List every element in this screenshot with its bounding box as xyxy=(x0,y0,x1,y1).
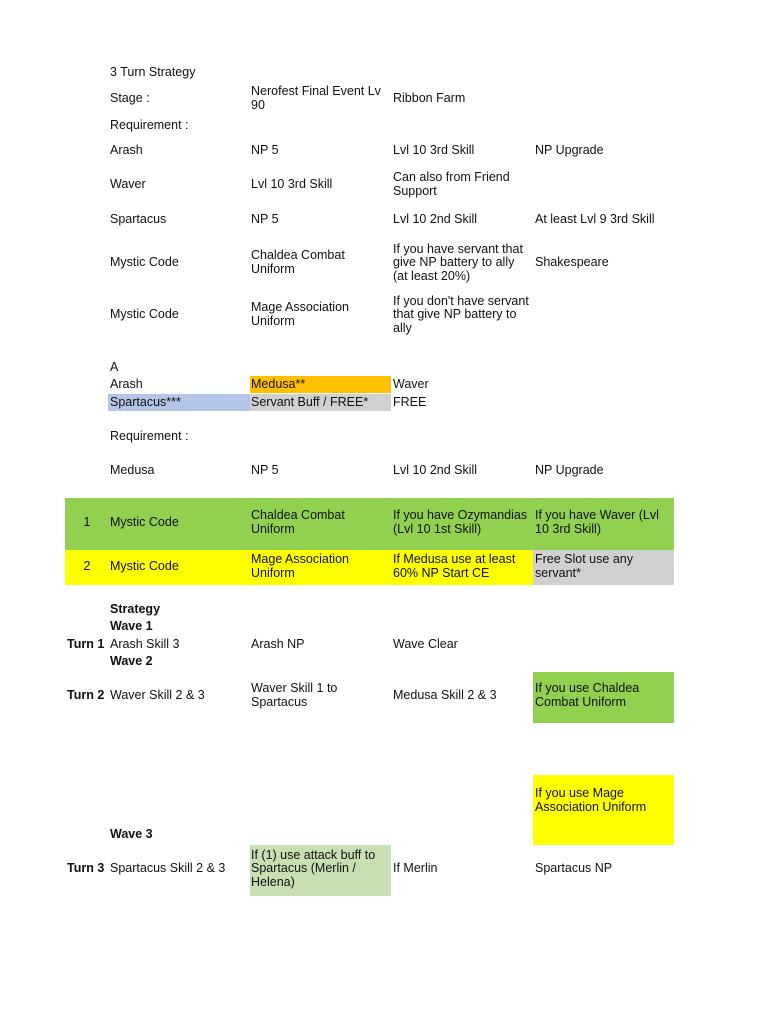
turn1-skill: Arash Skill 3 xyxy=(110,636,180,651)
req-mystic1-name: Chaldea Combat Uniform xyxy=(251,248,345,276)
party-waver: Waver xyxy=(393,376,429,391)
req-mystic2-condition: If you don't have servant that give NP battery to ally xyxy=(393,293,529,335)
turn3-spartacus-np: Spartacus NP xyxy=(535,860,613,875)
turn2-waver-skill1: Waver Skill 1 to Spartacus xyxy=(251,681,338,709)
turn2-waver-skill: Waver Skill 2 & 3 xyxy=(110,687,205,702)
mage-association-note: If you use Mage Association Uniform xyxy=(535,786,647,814)
req-waver-name: Waver xyxy=(110,176,146,191)
wave3-label: Wave 3 xyxy=(110,826,153,841)
req-spartacus-skill: Lvl 10 2nd Skill xyxy=(393,211,478,226)
req-waver-skill: Lvl 10 3rd Skill xyxy=(251,176,333,191)
turn3-attack-buff: If (1) use attack buff to Spartacus (Merlin / Helena) xyxy=(251,847,376,889)
stage-farm: Ribbon Farm xyxy=(393,90,466,105)
party-servant-buff: Servant Buff / FREE* xyxy=(251,394,369,409)
wave2-label: Wave 2 xyxy=(110,653,153,668)
req-spartacus-np: NP 5 xyxy=(251,211,279,226)
req-waver-note: Can also from Friend Support xyxy=(393,170,510,198)
option1-number: 1 xyxy=(83,514,91,529)
req-mystic2-name: Mage Association Uniform xyxy=(251,300,349,328)
turn3-label: Turn 3 xyxy=(67,860,105,875)
requirement-label-2: Requirement : xyxy=(110,428,189,443)
turn1-result: Wave Clear xyxy=(393,636,458,651)
req-mystic1-condition: If you have servant that give NP battery to ally (at least 20%) xyxy=(393,241,523,283)
turn3-spartacus-skill: Spartacus Skill 2 & 3 xyxy=(110,860,226,875)
turn3-merlin: If Merlin xyxy=(393,860,438,875)
option2-free-slot: Free Slot use any servant* xyxy=(535,552,633,580)
party-spartacus: Spartacus*** xyxy=(110,394,181,409)
option1-ozymandias: If you have Ozymandias (Lvl 10 1st Skill) xyxy=(393,508,528,536)
req-arash-upgrade: NP Upgrade xyxy=(535,142,604,157)
turn2-chaldea-note: If you use Chaldea Combat Uniform xyxy=(535,681,640,709)
req-mystic1-label: Mystic Code xyxy=(110,254,179,269)
party-arash: Arash xyxy=(110,376,143,391)
req-arash-name: Arash xyxy=(110,142,143,157)
turn2-medusa-skill: Medusa Skill 2 & 3 xyxy=(393,687,497,702)
req-mystic2-label: Mystic Code xyxy=(110,306,179,321)
requirement-label: Requirement : xyxy=(110,117,189,132)
req-arash-skill: Lvl 10 3rd Skill xyxy=(393,142,475,157)
req-mystic1-servant: Shakespeare xyxy=(535,254,609,269)
turn1-np: Arash NP xyxy=(251,636,305,651)
option2-number: 2 xyxy=(83,558,91,573)
stage-event: Nerofest Final Event Lv 90 xyxy=(251,84,381,112)
party-free: FREE xyxy=(393,394,427,409)
option2-label: Mystic Code xyxy=(110,558,179,573)
sheet-title: 3 Turn Strategy xyxy=(110,64,196,79)
turn2-label: Turn 2 xyxy=(67,687,105,702)
option2-medusa-ce: If Medusa use at least 60% NP Start CE xyxy=(393,552,516,580)
req-medusa-name: Medusa xyxy=(110,462,155,477)
req-spartacus-name: Spartacus xyxy=(110,211,167,226)
party-label: A xyxy=(110,359,119,374)
strategy-heading: Strategy xyxy=(110,601,161,616)
req-spartacus-third: At least Lvl 9 3rd Skill xyxy=(535,211,655,226)
option1-mystic-code: Chaldea Combat Uniform xyxy=(251,508,345,536)
wave1-label: Wave 1 xyxy=(110,618,153,633)
req-medusa-np: NP 5 xyxy=(251,462,279,477)
option1-waver: If you have Waver (Lvl 10 3rd Skill) xyxy=(535,508,659,536)
stage-label: Stage : xyxy=(110,90,150,105)
party-medusa: Medusa** xyxy=(251,376,306,391)
req-medusa-skill: Lvl 10 2nd Skill xyxy=(393,462,478,477)
req-medusa-upgrade: NP Upgrade xyxy=(535,462,604,477)
req-arash-np: NP 5 xyxy=(251,142,279,157)
option1-label: Mystic Code xyxy=(110,514,179,529)
turn1-label: Turn 1 xyxy=(67,636,105,651)
option2-mystic-code: Mage Association Uniform xyxy=(251,552,349,580)
